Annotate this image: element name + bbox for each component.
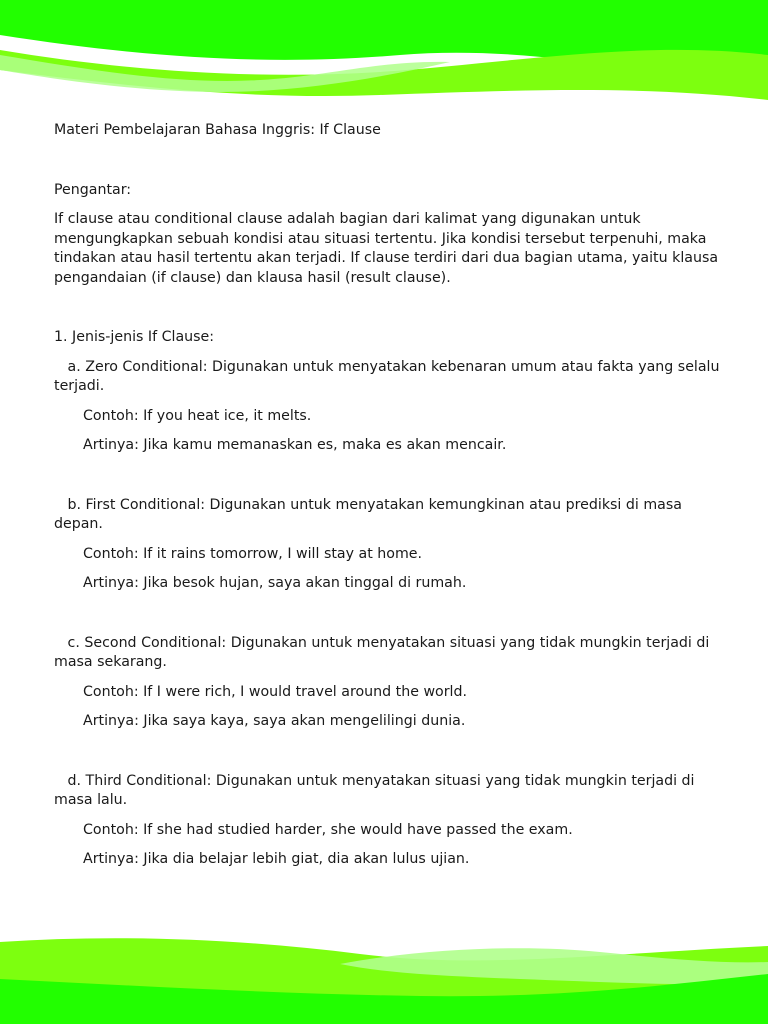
bottom-wave-decoration: [0, 924, 768, 1024]
intro-label: Pengantar:: [54, 181, 132, 198]
conditional-example: Contoh: If I were rich, I would travel around the world.: [83, 683, 468, 700]
section-heading: 1. Jenis-jenis If Clause:: [54, 329, 215, 345]
conditional-example: Contoh: If it rains tomorrow, I will stay at home.: [83, 545, 423, 562]
document-title: Materi Pembelajaran Bahasa Inggris: If Clause: [54, 122, 381, 138]
conditional-type-heading: d. Third Conditional: Digunakan untuk menyatakan situasi yang tidak mungkin terjadi di masa lalu.: [54, 772, 700, 808]
top-wave-decoration: [0, 0, 768, 110]
conditional-meaning: Artinya: Jika saya kaya, saya akan mengelilingi dunia.: [83, 713, 466, 729]
conditional-meaning: Artinya: Jika kamu memanaskan es, maka es akan mencair.: [83, 437, 507, 453]
conditional-meaning: Artinya: Jika besok hujan, saya akan tinggal di rumah.: [83, 575, 467, 591]
conditional-meaning: Artinya: Jika dia belajar lebih giat, dia akan lulus ujian.: [83, 851, 470, 867]
intro-paragraph: If clause atau conditional clause adalah bagian dari kalimat yang digunakan untuk mengungkapkan sebuah kondisi atau situasi tertentu. Jika kondisi tersebut terpenuhi, maka tindakan atau hasil tertentu akan terjadi. If clause terdiri dari dua bagian utama, yaitu klausa pengandaian (if clause) dan klausa hasil (result clause).: [54, 211, 723, 286]
conditional-example: Contoh: If she had studied harder, she would have passed the exam.: [83, 821, 573, 838]
conditional-type-heading: c. Second Conditional: Digunakan untuk menyatakan situasi yang tidak mungkin terjadi di masa sekarang.: [54, 634, 714, 670]
document-body: [54, 121, 724, 870]
conditional-type-heading: a. Zero Conditional: Digunakan untuk menyatakan kebenaran umum atau fakta yang selalu terjadi.: [54, 358, 725, 394]
conditional-type-heading: b. First Conditional: Digunakan untuk menyatakan kemungkinan atau prediksi di masa depan.: [54, 496, 687, 532]
conditional-example: Contoh: If you heat ice, it melts.: [83, 407, 312, 424]
